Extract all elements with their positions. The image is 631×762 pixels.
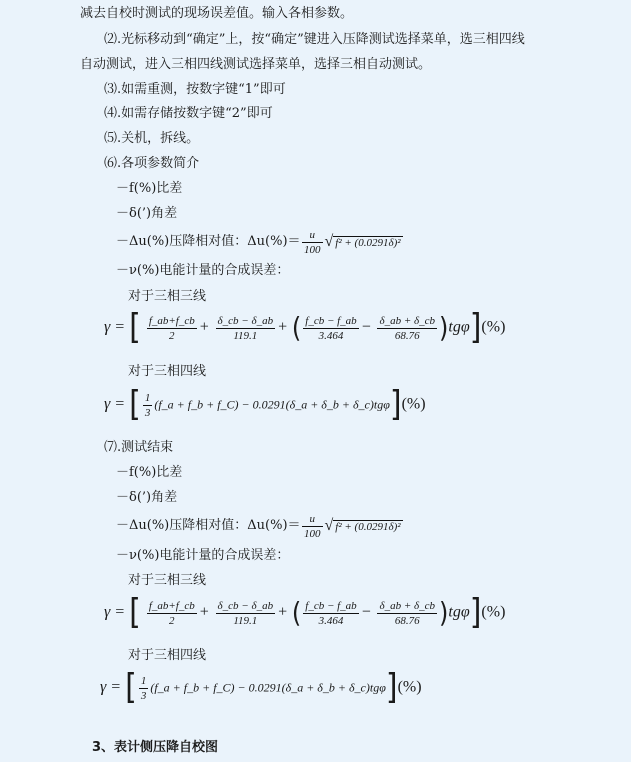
text-line: 自动测试，进入三相四线测试选择菜单，选择三相自动测试。 bbox=[80, 57, 432, 72]
text-line: ⑺.测试结束 bbox=[104, 440, 174, 455]
voltage-drop-formula: $\frac{u}{100}$ √ f² + (0.0291δ)² bbox=[304, 513, 401, 540]
voltage-drop-formula: $\frac{u}{100}$ √ f² + (0.0291δ)² bbox=[304, 229, 401, 256]
param-ratio-error: －f(%)比差 bbox=[116, 465, 183, 480]
text-line: ⑷.如需存储按数字键“2”即可 bbox=[104, 106, 273, 121]
text-line: ⑹.各项参数简介 bbox=[104, 156, 200, 171]
param-ratio-error: －f(%)比差 bbox=[116, 181, 183, 196]
text-line: ⑵.光标移动到“确定”上，按“确定”键进入压降测试选择菜单，选三相四线 bbox=[104, 32, 525, 47]
section-heading: 3、表计侧压降自校图 bbox=[92, 740, 219, 755]
label-three-phase-four-wire: 对于三相四线 bbox=[128, 364, 207, 379]
gamma-formula-3p3w: γ = [ $\frac{f\_ab+f\_cb}{2}$ + $\frac{\delta\_cb - \delta\_ab}{119.1}$ + ( $\frac{f\_cb - f\_ab}{3.464}$ − $\frac{\delta\_ab + \delta\_cb}{68.76}$ )tgφ](%) bbox=[104, 592, 506, 633]
gamma-formula-3p4w: γ = [ $\frac{1}{3}$ (f_a + f_b + f_C) − 0.0291(δ_a + δ_b + δ_c)tgφ](%) bbox=[104, 384, 426, 425]
param-angle-error: －δ(’)角差 bbox=[116, 206, 178, 221]
param-voltage-drop: －Δu(%)压降相对值：Δu(%)＝ bbox=[116, 234, 301, 249]
gamma-formula-3p3w: γ = [ $\frac{f\_ab+f\_cb}{2}$ + $\frac{\delta\_cb - \delta\_ab}{119.1}$ + ( $\frac{f\_cb - f\_ab}{3.464}$ − $\frac{\delta\_ab + \delta\_cb}{68.76}$ )tgφ](%) bbox=[104, 307, 506, 348]
text-line: ⑸.关机，拆线。 bbox=[104, 131, 200, 146]
label-three-phase-three-wire: 对于三相三线 bbox=[128, 573, 207, 588]
gamma-formula-3p4w: γ = [ $\frac{1}{3}$ (f_a + f_b + f_C) − 0.0291(δ_a + δ_b + δ_c)tgφ](%) bbox=[100, 667, 422, 708]
param-composite-error: －ν(%)电能计量的合成误差： bbox=[116, 548, 290, 563]
param-angle-error: －δ(’)角差 bbox=[116, 490, 178, 505]
text-line: ⑶.如需重测，按数字键“1”即可 bbox=[104, 82, 286, 97]
text-line: 减去自校时测试的现场误差值。输入各相参数。 bbox=[80, 6, 354, 21]
param-composite-error: －ν(%)电能计量的合成误差： bbox=[116, 263, 290, 278]
label-three-phase-four-wire: 对于三相四线 bbox=[128, 648, 207, 663]
label-three-phase-three-wire: 对于三相三线 bbox=[128, 289, 207, 304]
param-voltage-drop: －Δu(%)压降相对值：Δu(%)＝ bbox=[116, 518, 301, 533]
